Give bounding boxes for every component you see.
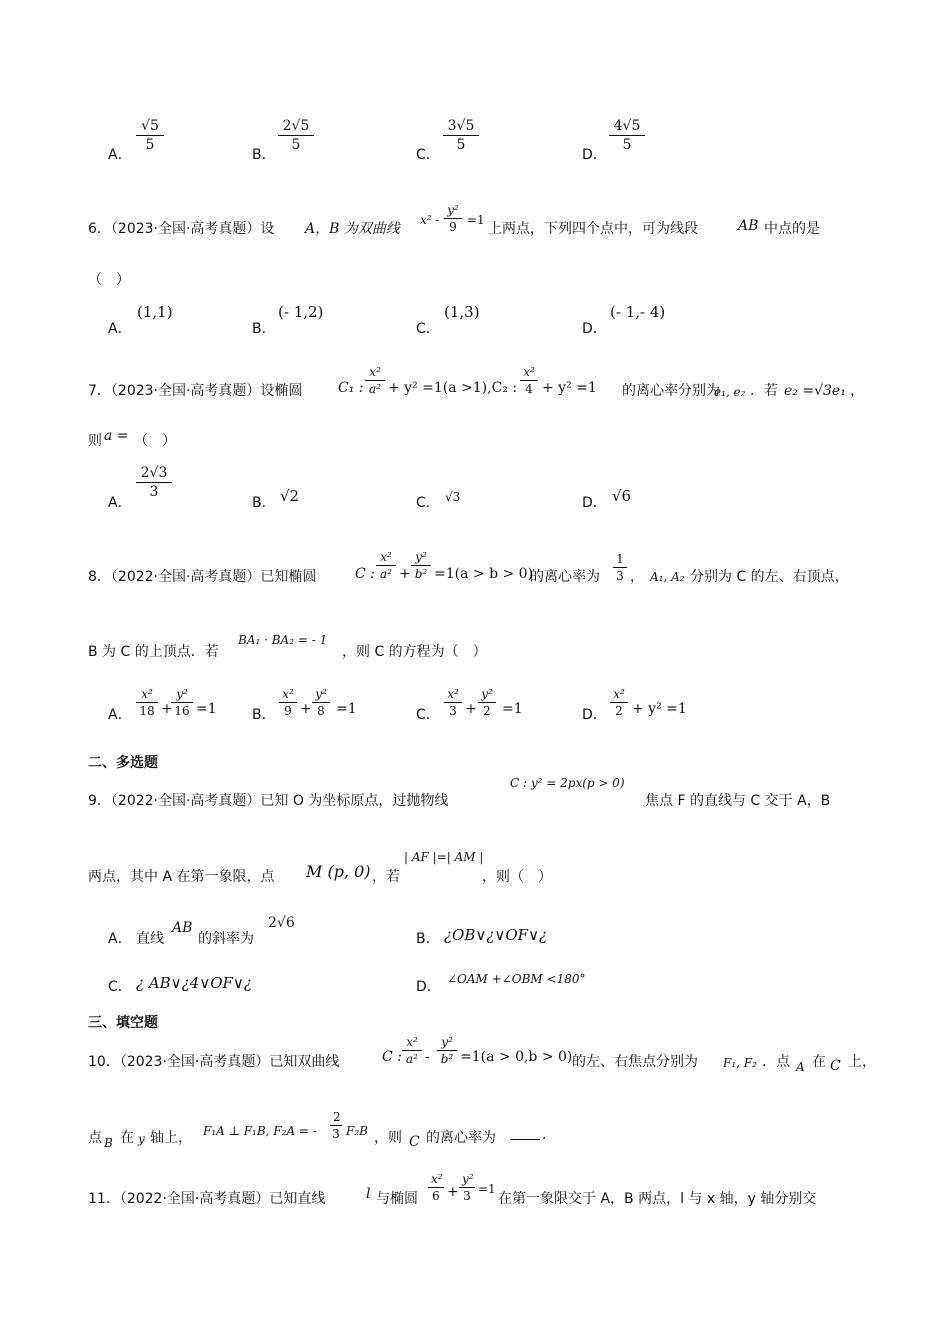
q7-c1-rest: + y² =1(a >1),C₂ : — [388, 380, 518, 396]
q7-paren: （ ） — [134, 433, 176, 449]
q9-point: M (p, 0) — [306, 862, 371, 881]
q6-prefix: 6．（2023·全国·高考真题）设 — [88, 221, 275, 237]
q8-c: C : — [355, 566, 375, 582]
q8-option-a-plus: + — [161, 701, 173, 717]
q7-option-b-label: B． — [252, 495, 276, 511]
q8-option-c-label: C． — [416, 707, 440, 723]
q8-option-d-rest: + y² =1 — [632, 701, 687, 717]
q11-frac1: x² 6 — [428, 1172, 444, 1203]
q9-cond: | AF |=| AM | — [404, 850, 484, 864]
q11-frac2: y² 3 — [459, 1172, 475, 1203]
q6-text1: A，B 为双曲线 — [305, 221, 400, 237]
q10-ptA: A — [796, 1060, 805, 1074]
q10-cond1: F₁A ⊥ F₁B, F₂A = - — [203, 1124, 317, 1138]
q6-option-a-value: (1,1) — [137, 303, 173, 321]
q8-dot: BA₁ · BA₂ = - 1 — [238, 633, 328, 647]
q7-option-d-value: √6 — [612, 487, 632, 505]
q10-line2b: 在 — [120, 1130, 134, 1146]
q9-line2a: 两点，其中 A 在第一象限，点 — [88, 869, 275, 885]
q6-option-c-value: (1,3) — [444, 303, 480, 321]
q9-option-a-var: AB — [172, 920, 193, 936]
q9-option-d-label: D． — [416, 979, 441, 995]
q9-option-a-label: A． — [108, 931, 132, 947]
q9-option-b-value: ¿OB∨¿∨OF∨¿ — [444, 926, 548, 944]
q7-c2-rest: + y² =1 — [542, 380, 597, 396]
q8-option-a-frac1: x² 18 — [136, 687, 158, 718]
q10-line2d: ，则 — [374, 1130, 402, 1146]
q9-option-d-value: ∠OAM +∠OBM <180° — [447, 972, 586, 986]
q11-text2: 在第一象限交于 A，B 两点，l 与 x 轴，y 轴分别交 — [498, 1191, 817, 1207]
q7-text4: ， — [850, 383, 864, 399]
q8-text2: 的离心率为 — [530, 569, 600, 585]
q10-minus: - — [425, 1049, 430, 1065]
q10-ptB: B — [104, 1136, 113, 1150]
q8-option-a-rhs: =1 — [196, 701, 217, 717]
q7-prefix: 7．（2023·全国·高考真题）设椭圆 — [88, 383, 303, 399]
q6-text3: AB — [738, 218, 759, 234]
section-multiple-choice: 二、多选题 — [88, 755, 158, 771]
q8-frac1: x² a² — [376, 550, 396, 581]
q8-aa: A₁, A₂ — [650, 570, 685, 584]
q6-eq-rhs: =1 — [467, 213, 485, 227]
q8-prefix: 8．（2022·全国·高考真题）已知椭圆 — [88, 569, 317, 585]
q5-option-a-label: A． — [108, 147, 132, 163]
q8-frac2: y² b² — [411, 550, 431, 581]
q5-option-d-label: D． — [582, 147, 607, 163]
q11-prefix: 11．（2022·全国·高考真题）已知直线 — [88, 1191, 326, 1207]
q8-rest: =1(a > b > 0) — [434, 566, 534, 582]
q10-end: . — [542, 1127, 547, 1143]
q9-option-b-label: B． — [416, 931, 440, 947]
q10-text5: 上， — [848, 1054, 876, 1070]
q6-option-d-value: (- 1,- 4) — [610, 303, 666, 321]
q9-option-c-label: C． — [108, 979, 132, 995]
q8-option-a-frac2: y² 16 — [171, 687, 193, 718]
q5-option-c-value: 3√5 5 — [443, 118, 479, 153]
q9-line2b: ，若 — [372, 869, 400, 885]
section-fill-in: 三、填空题 — [88, 1015, 158, 1031]
q11-rhs: =1 — [478, 1182, 496, 1196]
q8-option-b-frac1: x² 9 — [279, 687, 297, 718]
q8-option-b-label: B． — [252, 707, 276, 723]
q10-answer-blank[interactable] — [510, 1127, 540, 1144]
q6-option-c-label: C． — [416, 321, 440, 337]
q7-option-b-value: √2 — [280, 487, 300, 505]
q11-text1: 与椭圆 — [376, 1191, 418, 1207]
q10-ff: F₁, F₂ — [723, 1056, 757, 1070]
q7-text3: ．若 — [750, 383, 778, 399]
q8-option-b-frac2: y² 8 — [312, 687, 330, 718]
q10-text2: 的左、右焦点分别为 — [572, 1054, 698, 1070]
q10-rest: =1(a > 0,b > 0) — [460, 1049, 573, 1065]
q9-text2: 焦点 F 的直线与 C 交于 A，B — [645, 793, 831, 809]
q10-frac2: y² b² — [437, 1035, 457, 1066]
q10-ptC: C — [830, 1058, 841, 1074]
q7-frac2: x² 4 — [520, 365, 538, 396]
q8-option-d-frac1: x² 2 — [610, 687, 628, 718]
q6-option-b-value: (- 1,2) — [278, 303, 324, 321]
q5-option-c-label: C． — [416, 147, 440, 163]
q10-ptC2: C — [409, 1134, 420, 1150]
q9-line2c: ，则（ ） — [482, 869, 552, 885]
q7-option-c-label: C． — [416, 495, 440, 511]
q10-c: C : — [382, 1049, 402, 1065]
q7-option-d-label: D． — [582, 495, 607, 511]
q7-line2: 则 — [88, 433, 102, 449]
q9-prefix: 9．（2022·全国·高考真题）已知 O 为坐标原点，过抛物线 — [88, 793, 449, 809]
q7-text2: 的离心率分别为 — [622, 383, 720, 399]
q8-option-d-label: D． — [582, 707, 607, 723]
q10-text4: 在 — [812, 1054, 826, 1070]
q6-option-b-label: B． — [252, 321, 276, 337]
q10-line2e: 的离心率为 — [426, 1130, 496, 1146]
q10-cond-frac: 2 3 — [330, 1110, 342, 1141]
q6-eq-x: x² - — [420, 213, 440, 227]
q5-option-d-value: 4√5 5 — [609, 118, 645, 153]
q10-text3: ．点 — [762, 1054, 790, 1070]
q7-ecc: e₁, e₂ — [714, 385, 746, 399]
q6-text2: 上两点，下列四个点中，可为线段 — [488, 221, 698, 237]
q9-option-a-value: 2√6 — [268, 915, 295, 931]
q7-option-c-value: √3 — [445, 490, 461, 504]
q8-option-a-label: A． — [108, 707, 132, 723]
q8-line2b: ，则 C 的方程为（ ） — [342, 644, 487, 660]
q10-frac1: x² a² — [402, 1035, 422, 1066]
q5-option-b-label: B． — [252, 147, 276, 163]
q9-option-a-text: 直线 — [136, 931, 164, 947]
q7-avar: a = — [104, 428, 129, 444]
q8-option-c-frac2: y² 2 — [478, 687, 496, 718]
q7-option-a-label: A． — [108, 495, 132, 511]
q6-text4: 中点的是 — [764, 221, 820, 237]
q7-frac1: x² a² — [365, 365, 385, 396]
q5-option-a-value: √5 5 — [136, 118, 164, 153]
q9-option-c-value: ¿ AB∨¿4∨OF∨¿ — [136, 974, 252, 992]
q10-line2c: 轴上， — [150, 1130, 192, 1146]
q8-ecc-frac: 1 3 — [613, 552, 627, 583]
q8-line2a: B 为 C 的上顶点．若 — [88, 644, 219, 660]
q7-rel: e₂ =√3e₁ — [784, 383, 846, 399]
q6-option-d-label: D． — [582, 321, 607, 337]
q10-yvar: y — [138, 1132, 145, 1146]
q8-plus: + — [399, 566, 411, 582]
q9-eq: C : y² = 2px(p > 0) — [510, 776, 625, 790]
q8-text3: ， — [630, 569, 644, 585]
q10-prefix: 10．（2023·全国·高考真题）已知双曲线 — [88, 1054, 340, 1070]
q6-paren: （ ） — [88, 272, 130, 288]
q7-option-a-value: 2√3 3 — [136, 465, 172, 500]
q9-option-a-text2: 的斜率为 — [198, 931, 254, 947]
q11-plus: + — [447, 1184, 459, 1200]
q6-eq-frac: y² 9 — [444, 203, 462, 234]
q8-option-b-rhs: =1 — [336, 701, 357, 717]
q11-lvar: l — [366, 1186, 371, 1202]
q8-text4: 分别为 C 的左、右顶点， — [690, 569, 849, 585]
q8-option-c-plus: + — [465, 701, 477, 717]
q6-option-a-label: A． — [108, 321, 132, 337]
q8-option-c-frac1: x² 3 — [444, 687, 462, 718]
q10-cond2: F₂B — [346, 1124, 368, 1138]
q8-option-b-plus: + — [300, 701, 312, 717]
q5-option-b-value: 2√5 5 — [278, 118, 314, 153]
q7-c1: C₁ : — [338, 380, 364, 396]
q10-line2a: 点 — [88, 1130, 102, 1146]
q8-option-c-rhs: =1 — [502, 701, 523, 717]
